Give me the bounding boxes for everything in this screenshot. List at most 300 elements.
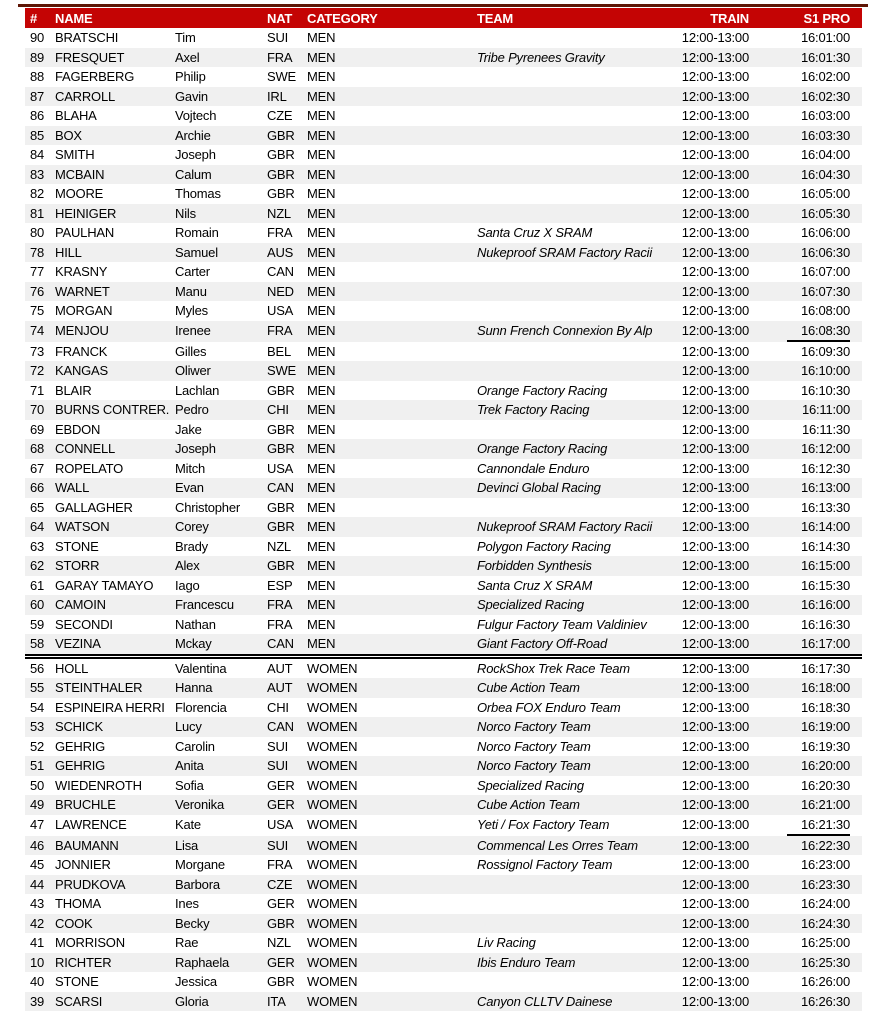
rider-last-name: BOX bbox=[53, 126, 173, 146]
start-list-row bbox=[25, 756, 862, 776]
rider-last-name: LAWRENCE bbox=[55, 817, 127, 833]
rider-last-name: STONE bbox=[55, 538, 99, 554]
s1-pro-time bbox=[757, 634, 862, 656]
s1-pro-time-underlined: 16:08:30 bbox=[787, 323, 850, 342]
train-time: 12:00-13:00 bbox=[662, 556, 757, 576]
s1-pro-time-value: 16:06:30 bbox=[800, 244, 850, 260]
start-list-row bbox=[25, 698, 862, 718]
rider-last-name: CONNELL bbox=[53, 439, 173, 459]
train-time: 12:00-13:00 bbox=[681, 857, 749, 872]
header-nationality: NAT bbox=[265, 8, 305, 28]
rider-last-name: BLAIR bbox=[55, 382, 92, 398]
bib-number: 59 bbox=[30, 616, 45, 632]
nationality: CHI bbox=[267, 699, 289, 715]
rider-first-name: Raphaela bbox=[173, 953, 265, 973]
rider-first-name: Alex bbox=[173, 556, 265, 576]
rider-first-name: Joseph bbox=[173, 439, 265, 459]
s1-pro-time bbox=[757, 381, 862, 401]
s1-pro-time bbox=[757, 439, 862, 459]
nationality: IRL bbox=[265, 87, 305, 107]
bib-number: 39 bbox=[25, 992, 53, 1012]
s1-pro-time bbox=[757, 67, 862, 87]
bib-number: 67 bbox=[30, 460, 45, 476]
start-list-row bbox=[25, 243, 862, 263]
s1-pro-time-value: 16:13:30 bbox=[800, 499, 850, 515]
rider-first-name: Becky bbox=[173, 914, 265, 934]
rider-first-name: Irenee bbox=[173, 321, 265, 342]
train-time: 12:00-13:00 bbox=[681, 108, 749, 123]
rider-last-name: JONNIER bbox=[55, 857, 111, 872]
team-name bbox=[477, 875, 662, 895]
category: MEN bbox=[307, 499, 336, 515]
nationality: SUI bbox=[265, 836, 305, 856]
s1-pro-time-value: 16:08:00 bbox=[800, 303, 850, 318]
nationality: NED bbox=[265, 282, 305, 302]
s1-pro-time-value: 16:25:30 bbox=[800, 954, 850, 970]
bib-number: 77 bbox=[30, 264, 45, 279]
nationality: GER bbox=[265, 795, 305, 815]
rider-last-name: WATSON bbox=[53, 517, 173, 537]
start-list-row bbox=[25, 737, 862, 757]
category: MEN bbox=[307, 186, 336, 201]
rider-first-name: Axel bbox=[173, 48, 265, 68]
team-name bbox=[477, 282, 662, 302]
nationality: FRA bbox=[265, 321, 305, 342]
s1-pro-time bbox=[757, 459, 862, 479]
category: WOMEN bbox=[307, 699, 358, 715]
rider-last-name: GEHRIG bbox=[53, 756, 173, 776]
team-name: Orbea FOX Enduro Team bbox=[477, 699, 621, 715]
team-name: Liv Racing bbox=[477, 935, 536, 950]
train-time: 12:00-13:00 bbox=[662, 282, 757, 302]
nationality: ESP bbox=[267, 577, 293, 593]
rider-last-name: MCBAIN bbox=[53, 165, 173, 185]
start-list-body bbox=[25, 28, 862, 1011]
team-name: Santa Cruz X SRAM bbox=[477, 225, 593, 240]
rider-first-name: Veronika bbox=[173, 795, 265, 815]
bib-number: 41 bbox=[30, 935, 45, 950]
nationality: USA bbox=[267, 460, 294, 476]
train-time: 12:00-13:00 bbox=[662, 875, 757, 895]
bib-number: 83 bbox=[25, 165, 53, 185]
train-time: 12:00-13:00 bbox=[681, 974, 749, 989]
s1-pro-time bbox=[757, 656, 862, 678]
category: WOMEN bbox=[307, 935, 358, 950]
category: MEN bbox=[307, 69, 336, 84]
s1-pro-time-value: 16:15:30 bbox=[800, 577, 850, 593]
nationality: GBR bbox=[267, 421, 295, 437]
nationality: GBR bbox=[267, 382, 295, 398]
start-list-row bbox=[25, 126, 862, 146]
rider-last-name: RICHTER bbox=[53, 953, 173, 973]
nationality: AUT bbox=[267, 660, 293, 676]
bib-number: 80 bbox=[30, 225, 45, 240]
bib-number: 70 bbox=[25, 400, 53, 420]
train-time: 12:00-13:00 bbox=[662, 836, 757, 856]
s1-pro-time-value: 16:05:00 bbox=[800, 186, 850, 201]
nationality: NZL bbox=[267, 538, 291, 554]
category: MEN bbox=[307, 108, 336, 123]
team-name: RockShox Trek Race Team bbox=[477, 660, 630, 676]
s1-pro-time-value: 16:18:00 bbox=[800, 680, 850, 695]
train-time: 12:00-13:00 bbox=[681, 817, 749, 833]
start-list-row bbox=[25, 420, 862, 440]
rider-first-name: Morgane bbox=[175, 857, 225, 872]
team-name bbox=[477, 361, 662, 381]
bib-number: 72 bbox=[25, 361, 53, 381]
nationality: FRA bbox=[265, 48, 305, 68]
s1-pro-time-value: 16:26:30 bbox=[800, 993, 850, 1009]
category: WOMEN bbox=[307, 777, 358, 793]
header-s1-pro: S1 PRO bbox=[757, 8, 862, 28]
rider-last-name: BRATSCHI bbox=[55, 30, 119, 45]
nationality: BEL bbox=[267, 343, 291, 359]
rider-last-name: CAMOIN bbox=[53, 595, 173, 615]
bib-number: 55 bbox=[25, 678, 53, 698]
s1-pro-time bbox=[757, 282, 862, 302]
header-category: CATEGORY bbox=[305, 8, 477, 28]
start-list-row bbox=[25, 439, 862, 459]
s1-pro-time bbox=[757, 165, 862, 185]
s1-pro-time bbox=[757, 595, 862, 615]
rider-first-name: Carter bbox=[175, 264, 210, 279]
category: MEN bbox=[305, 556, 477, 576]
category: MEN bbox=[307, 577, 336, 593]
nationality: CAN bbox=[265, 634, 305, 656]
s1-pro-time bbox=[757, 223, 862, 243]
category: MEN bbox=[305, 243, 477, 263]
team-name: Cube Action Team bbox=[477, 795, 662, 815]
category: MEN bbox=[305, 634, 477, 656]
s1-pro-time bbox=[757, 48, 862, 68]
start-list-row bbox=[25, 615, 862, 635]
rider-first-name: Iago bbox=[175, 577, 200, 593]
team-name: Yeti / Fox Factory Team bbox=[477, 817, 610, 833]
category: MEN bbox=[307, 225, 336, 240]
team-name: Specialized Racing bbox=[477, 777, 584, 793]
team-name: Sunn French Connexion By Alp bbox=[477, 321, 662, 342]
rider-first-name: Romain bbox=[175, 225, 219, 240]
team-name bbox=[477, 184, 662, 204]
train-time: 12:00-13:00 bbox=[681, 738, 749, 754]
rider-last-name: WIEDENROTH bbox=[55, 777, 142, 793]
category: MEN bbox=[305, 48, 477, 68]
team-name: Nukeproof SRAM Factory Racii bbox=[477, 517, 662, 537]
bib-number: 52 bbox=[30, 738, 45, 754]
nationality: SUI bbox=[265, 756, 305, 776]
rider-last-name: WALL bbox=[53, 478, 173, 498]
team-name: Fulgur Factory Team Valdiniev bbox=[477, 616, 647, 632]
rider-first-name: Myles bbox=[175, 303, 208, 318]
start-list-row bbox=[25, 634, 862, 656]
team-name: Devinci Global Racing bbox=[477, 478, 662, 498]
nationality: CZE bbox=[265, 875, 305, 895]
nationality: FRA bbox=[267, 225, 293, 240]
table-header bbox=[25, 8, 862, 28]
team-name bbox=[477, 28, 662, 48]
team-name: Tribe Pyrenees Gravity bbox=[477, 48, 662, 68]
start-list-row bbox=[25, 67, 862, 87]
rider-last-name: COOK bbox=[53, 914, 173, 934]
s1-pro-time bbox=[757, 420, 862, 440]
start-list-row bbox=[25, 595, 862, 615]
rider-first-name: Brady bbox=[175, 538, 208, 554]
category: MEN bbox=[305, 439, 477, 459]
bib-number: 73 bbox=[30, 343, 45, 359]
category: WOMEN bbox=[307, 817, 358, 833]
rider-first-name: Evan bbox=[173, 478, 265, 498]
category: MEN bbox=[307, 616, 336, 632]
bib-number: 58 bbox=[25, 634, 53, 656]
bib-number: 68 bbox=[25, 439, 53, 459]
s1-pro-time-value: 16:24:30 bbox=[800, 915, 850, 931]
s1-pro-time-value: 16:16:30 bbox=[800, 616, 850, 632]
team-name: Ibis Enduro Team bbox=[477, 953, 662, 973]
s1-pro-time bbox=[757, 894, 862, 914]
train-time: 12:00-13:00 bbox=[681, 460, 749, 476]
nationality: GER bbox=[265, 953, 305, 973]
start-list-row bbox=[25, 717, 862, 737]
train-time: 12:00-13:00 bbox=[681, 225, 749, 240]
header-train: TRAIN bbox=[662, 8, 757, 28]
train-time: 12:00-13:00 bbox=[662, 717, 757, 737]
nationality: ITA bbox=[265, 992, 305, 1012]
start-list-row bbox=[25, 282, 862, 302]
bib-number: 65 bbox=[30, 499, 45, 515]
train-time: 12:00-13:00 bbox=[681, 699, 749, 715]
start-list-row bbox=[25, 321, 862, 342]
train-time: 12:00-13:00 bbox=[681, 69, 749, 84]
train-time: 12:00-13:00 bbox=[681, 777, 749, 793]
s1-pro-time-value: 16:22:30 bbox=[800, 837, 850, 853]
rider-first-name: Florencia bbox=[175, 699, 227, 715]
team-name bbox=[477, 106, 662, 126]
bib-number: 56 bbox=[30, 660, 45, 676]
category: MEN bbox=[305, 595, 477, 615]
s1-pro-time-value: 16:07:00 bbox=[800, 264, 850, 279]
s1-pro-time-value: 16:07:30 bbox=[800, 283, 850, 299]
rider-last-name: BLAHA bbox=[55, 108, 97, 123]
rider-last-name: VEZINA bbox=[53, 634, 173, 656]
s1-pro-time-underlined: 16:21:30 bbox=[787, 817, 850, 836]
nationality: CAN bbox=[265, 478, 305, 498]
rider-last-name: FRANCK bbox=[55, 343, 108, 359]
start-list-row bbox=[25, 576, 862, 596]
s1-pro-time bbox=[757, 678, 862, 698]
rider-first-name: Joseph bbox=[175, 147, 216, 162]
header-bib-number: # bbox=[25, 8, 53, 28]
rider-last-name: STORR bbox=[53, 556, 173, 576]
train-time: 12:00-13:00 bbox=[662, 400, 757, 420]
team-name: Forbidden Synthesis bbox=[477, 556, 662, 576]
nationality: GBR bbox=[265, 914, 305, 934]
start-list-row bbox=[25, 972, 862, 992]
start-list-row bbox=[25, 776, 862, 796]
s1-pro-time bbox=[757, 204, 862, 224]
bib-number: 43 bbox=[30, 896, 45, 911]
rider-first-name: Gilles bbox=[175, 343, 207, 359]
bib-number: 84 bbox=[30, 147, 45, 162]
train-time: 12:00-13:00 bbox=[662, 204, 757, 224]
team-name bbox=[477, 126, 662, 146]
start-list-row bbox=[25, 836, 862, 856]
category: MEN bbox=[305, 282, 477, 302]
bib-number: 54 bbox=[30, 699, 45, 715]
s1-pro-time-value: 16:10:30 bbox=[800, 382, 850, 398]
train-time: 12:00-13:00 bbox=[681, 264, 749, 279]
train-time: 12:00-13:00 bbox=[662, 48, 757, 68]
team-name bbox=[477, 420, 662, 440]
start-list-row bbox=[25, 556, 862, 576]
rider-first-name: Gavin bbox=[173, 87, 265, 107]
start-list-row bbox=[25, 933, 862, 953]
rider-last-name: MOORE bbox=[55, 186, 104, 201]
team-name bbox=[477, 204, 662, 224]
s1-pro-time-value: 16:10:00 bbox=[800, 363, 850, 378]
category: WOMEN bbox=[305, 875, 477, 895]
s1-pro-time-value: 16:12:30 bbox=[800, 460, 850, 476]
team-name: Cannondale Enduro bbox=[477, 460, 590, 476]
s1-pro-time bbox=[757, 321, 862, 342]
bib-number: 78 bbox=[25, 243, 53, 263]
s1-pro-time bbox=[757, 972, 862, 992]
team-name bbox=[477, 301, 662, 321]
bib-number: 63 bbox=[30, 538, 45, 554]
start-list-row bbox=[25, 204, 862, 224]
rider-last-name: HILL bbox=[53, 243, 173, 263]
train-time: 12:00-13:00 bbox=[662, 795, 757, 815]
rider-first-name: Samuel bbox=[173, 243, 265, 263]
nationality: GBR bbox=[265, 517, 305, 537]
start-list-row bbox=[25, 342, 862, 362]
team-name bbox=[477, 914, 662, 934]
rider-first-name: Calum bbox=[173, 165, 265, 185]
category: WOMEN bbox=[305, 836, 477, 856]
bib-number: 85 bbox=[25, 126, 53, 146]
train-time: 12:00-13:00 bbox=[681, 935, 749, 950]
train-time: 12:00-13:00 bbox=[662, 634, 757, 656]
bib-number: 45 bbox=[30, 857, 45, 872]
team-name bbox=[477, 262, 662, 282]
category: WOMEN bbox=[307, 660, 358, 676]
s1-pro-time-value: 16:15:00 bbox=[800, 558, 850, 573]
train-time: 12:00-13:00 bbox=[681, 30, 749, 45]
header-first-name bbox=[173, 8, 265, 28]
team-name: Orange Factory Racing bbox=[477, 439, 662, 459]
rider-last-name: HOLL bbox=[55, 660, 89, 676]
bib-number: 10 bbox=[25, 953, 53, 973]
s1-pro-time-value: 16:03:00 bbox=[800, 108, 850, 123]
s1-pro-time-value: 16:01:30 bbox=[800, 49, 850, 65]
s1-pro-time bbox=[757, 361, 862, 381]
team-name bbox=[477, 972, 662, 992]
s1-pro-time bbox=[757, 855, 862, 875]
header-name: NAME bbox=[53, 8, 173, 28]
bib-number: 50 bbox=[30, 777, 45, 793]
bib-number: 86 bbox=[30, 108, 45, 123]
top-rule bbox=[18, 4, 868, 7]
nationality: GBR bbox=[265, 556, 305, 576]
nationality: GBR bbox=[267, 499, 295, 515]
s1-pro-time-value: 16:20:00 bbox=[800, 758, 850, 773]
rider-last-name: HEINIGER bbox=[53, 204, 173, 224]
nationality: SUI bbox=[267, 738, 289, 754]
train-time: 12:00-13:00 bbox=[681, 343, 749, 359]
rider-last-name: ROPELATO bbox=[55, 460, 123, 476]
bib-number: 74 bbox=[25, 321, 53, 342]
start-list-row bbox=[25, 48, 862, 68]
category: MEN bbox=[305, 321, 477, 342]
nationality: NZL bbox=[265, 204, 305, 224]
s1-pro-time-value: 16:21:00 bbox=[800, 797, 850, 812]
nationality: GBR bbox=[267, 974, 295, 989]
rider-last-name: EBDON bbox=[55, 421, 101, 437]
s1-pro-time-value: 16:17:00 bbox=[800, 636, 850, 651]
rider-last-name: SMITH bbox=[55, 147, 95, 162]
start-list-row bbox=[25, 517, 862, 537]
train-time: 12:00-13:00 bbox=[662, 678, 757, 698]
s1-pro-time-value: 16:19:30 bbox=[800, 738, 850, 754]
s1-pro-time-value: 16:16:00 bbox=[800, 597, 850, 612]
start-list-row bbox=[25, 815, 862, 836]
nationality: GER bbox=[267, 777, 295, 793]
nationality: GBR bbox=[267, 147, 295, 162]
team-name: Norco Factory Team bbox=[477, 717, 662, 737]
s1-pro-time bbox=[757, 815, 862, 836]
start-list-row bbox=[25, 498, 862, 518]
s1-pro-time bbox=[757, 992, 862, 1012]
train-time: 12:00-13:00 bbox=[681, 147, 749, 162]
bib-number: 42 bbox=[25, 914, 53, 934]
s1-pro-time bbox=[757, 145, 862, 165]
s1-pro-time-value: 16:25:00 bbox=[800, 935, 850, 950]
s1-pro-time-value: 16:03:30 bbox=[800, 127, 850, 143]
s1-pro-time-value: 16:23:00 bbox=[800, 857, 850, 872]
nationality: GER bbox=[267, 896, 295, 911]
start-list-row bbox=[25, 537, 862, 557]
category: WOMEN bbox=[307, 738, 358, 754]
rider-last-name: GEHRIG bbox=[55, 738, 106, 754]
category: WOMEN bbox=[305, 992, 477, 1012]
s1-pro-time-value: 16:26:00 bbox=[800, 974, 850, 989]
nationality: GBR bbox=[265, 126, 305, 146]
s1-pro-time-value: 16:17:30 bbox=[800, 660, 850, 676]
start-list-row bbox=[25, 262, 862, 282]
team-name bbox=[477, 498, 662, 518]
rider-last-name: BRUCHLE bbox=[53, 795, 173, 815]
category: MEN bbox=[307, 382, 336, 398]
start-list-row bbox=[25, 478, 862, 498]
s1-pro-time-value: 16:24:00 bbox=[800, 896, 850, 911]
rider-first-name: Archie bbox=[173, 126, 265, 146]
start-list-table bbox=[25, 8, 862, 1011]
team-name bbox=[477, 894, 662, 914]
start-list-row bbox=[25, 184, 862, 204]
bib-number: 82 bbox=[30, 186, 45, 201]
s1-pro-time bbox=[757, 28, 862, 48]
category: WOMEN bbox=[305, 756, 477, 776]
start-list-row bbox=[25, 894, 862, 914]
rider-last-name: KRASNY bbox=[55, 264, 108, 279]
category: MEN bbox=[307, 421, 336, 437]
bib-number: 47 bbox=[30, 817, 45, 833]
team-name bbox=[477, 145, 662, 165]
bib-number: 76 bbox=[25, 282, 53, 302]
s1-pro-time-value: 16:20:30 bbox=[800, 777, 850, 793]
start-list-row bbox=[25, 656, 862, 678]
bib-number: 87 bbox=[25, 87, 53, 107]
nationality: GBR bbox=[265, 439, 305, 459]
